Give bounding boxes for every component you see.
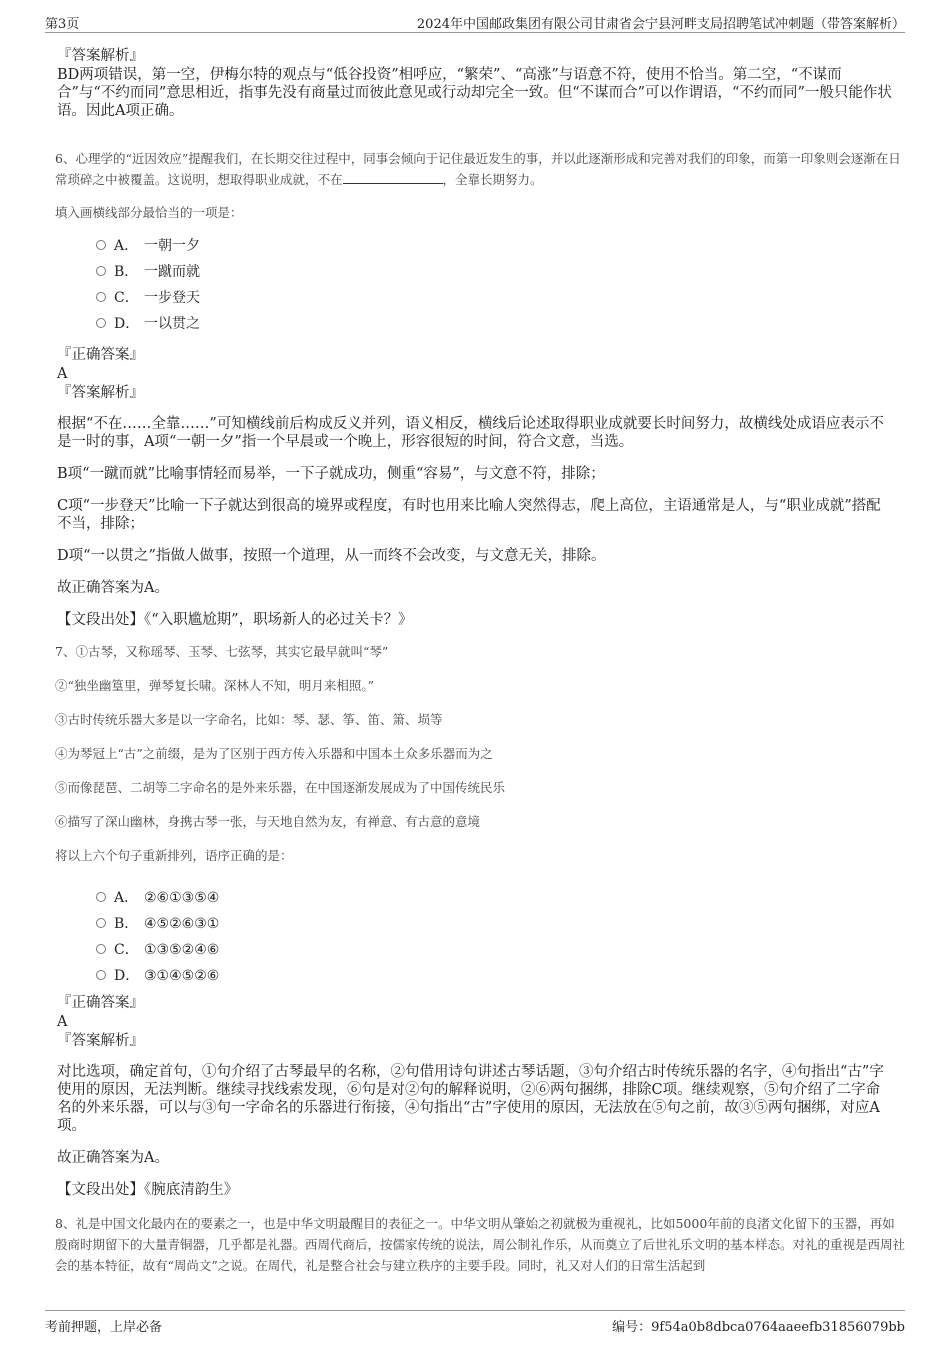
q6-option-d[interactable]: D． 一以贯之 [96, 311, 950, 337]
fill-blank [343, 171, 443, 184]
q7-source: 【文段出处】《腕底清韵生》 [57, 1182, 239, 1198]
q6-analysis-2: B项“一蹴而就”比喻事情轻而易举，一下子就成功，侧重“容易”，与文意不符，排除； [57, 466, 605, 482]
radio-icon[interactable] [96, 970, 106, 980]
q7-line-1: 7、①古琴，又称瑶琴、玉琴、七弦琴，其实它最早就叫“琴” [55, 644, 389, 659]
radio-icon[interactable] [96, 240, 106, 250]
q7-line-3: ③古时传统乐器大多是以一字命名，比如：琴、瑟、筝、笛、箫、埙等 [55, 712, 443, 727]
q7-line-6: ⑥描写了深山幽林，身携古琴一张，与天地自然为友，有禅意、有古意的意境 [55, 814, 481, 829]
q6-stem: 6、心理学的“近因效应”提醒我们，在长期交往过程中，同事会倾向于记住最近发生的事，并以此逐渐形成和完善对我们的印象，而第一印象则会逐渐在日常琐碎之中被覆盖。这说明，想取得职业成就，不在 ，全靠长期努力。 [55, 151, 901, 187]
q7-line-5: ⑤而像琵琶、二胡等二字命名的是外来乐器，在中国逐渐发展成为了中国传统民乐 [55, 780, 506, 795]
q7-line-2: ②“独坐幽篁里，弹琴复长啸。深林人不知，明月来相照。” [55, 678, 375, 693]
radio-icon[interactable] [96, 944, 106, 954]
q6-option-b[interactable]: B． 一蹴而就 [96, 259, 950, 285]
page-number: 第3页 [45, 17, 80, 32]
q7-conclusion: 故正确答案为A。 [57, 1150, 169, 1166]
q6-options [96, 233, 950, 337]
page-header [45, 10, 905, 33]
q7-answer: A [57, 1014, 68, 1030]
correct-answer-label: 『正确答案』 [57, 995, 144, 1011]
document-id: 编号：9f54a0b8dbca0764aaeefb31856079bb [612, 1320, 905, 1335]
q6-prompt: 填入画横线部分最恰当的一项是： [55, 205, 243, 220]
q5-analysis: BD两项错误，第一空，伊梅尔特的观点与“低谷投资”相呼应，“繁荣”、“高涨”与语意不符，使用不恰当。第二空，“不谋而合”与“不约而同”意思相近，指事先没有商量过而彼此意见或行动却完全一致。但“不谋而合”可以作谓语，“不约而同”一般只能作状语。因此A项正确。 [57, 67, 892, 119]
q6-option-c[interactable]: C． 一步登天 [96, 285, 950, 311]
radio-icon[interactable] [96, 892, 106, 902]
q7-option-a[interactable]: A． ②⑥①③⑤④ [96, 885, 950, 911]
analysis-label: 『答案解析』 [57, 1033, 144, 1049]
q6-analysis-3: C项“一步登天”比喻一下子就达到很高的境界或程度，有时也用来比喻人突然得志，爬上高位，主语通常是人，与“职业成就”搭配不当，排除； [57, 498, 881, 532]
q7-prompt: 将以上六个句子重新排列，语序正确的是： [55, 848, 293, 863]
correct-answer-label: 『正确答案』 [57, 347, 144, 363]
document-body [0, 40, 950, 1276]
q7-analysis: 对比选项，确定首句，①句介绍了古琴最早的名称，②句借用诗句讲述古琴话题，③句介绍古时传统乐器的名字，④句指出“古”字使用的原因，无法判断。继续寻找线索发现，⑥句是对②句的解释说明，②⑥两句捆绑，排除C项。继续观察，⑤句介绍了二字命名的外来乐器，可以与③句一字命名的乐器进行衔接，④句指出“古”字使用的原因，无法放在⑤句之前，故③⑤两句捆绑，对应A项。 [57, 1064, 884, 1134]
q6-conclusion: 故正确答案为A。 [57, 580, 169, 596]
q6-answer: A [57, 366, 68, 382]
analysis-label: 『答案解析』 [57, 48, 144, 64]
q7-option-b[interactable]: B． ④⑤②⑥③① [96, 911, 950, 937]
page-footer [45, 1310, 905, 1337]
q7-option-d[interactable]: D． ③①④⑤②⑥ [96, 963, 950, 989]
footer-slogan: 考前押题，上岸必备 [45, 1320, 163, 1335]
q7-option-c[interactable]: C． ①③⑤②④⑥ [96, 937, 950, 963]
q7-line-4: ④为琴冠上“古”之前缀，是为了区别于西方传入乐器和中国本土众多乐器而为之 [55, 746, 493, 761]
radio-icon[interactable] [96, 292, 106, 302]
radio-icon[interactable] [96, 318, 106, 328]
q6-option-a[interactable]: A． 一朝一夕 [96, 233, 950, 259]
document-title: 2024年中国邮政集团有限公司甘肃省会宁县河畔支局招聘笔试冲刺题（带答案解析） [416, 17, 905, 32]
radio-icon[interactable] [96, 266, 106, 276]
q6-analysis-4: D项“一以贯之”指做人做事，按照一个道理，从一而终不会改变，与文意无关，排除。 [57, 548, 606, 564]
radio-icon[interactable] [96, 918, 106, 928]
q6-source: 【文段出处】《“入职尴尬期”，职场新人的必过关卡？》 [57, 612, 413, 628]
q8-stem: 8、礼是中国文化最内在的要素之一，也是中华文明最醒目的表征之一。中华文明从肇始之初就极为重视礼，比如5000年前的良渚文化留下的玉器，再如殷商时期留下的大量青铜器，几乎都是礼器。西周代商后，按儒家传统的说法，周公制礼作乐，从而奠立了后世礼乐文明的基本样态。对礼的重视是西周社会的基本特征，故有“周尚文”之说。在周代，礼是整合社会与建立秩序的主要手段。同时，礼又对人们的日常生活起到 [55, 1216, 906, 1273]
q6-analysis-1: 根据“不在……全靠……”可知横线前后构成反义并列，语义相反，横线后论述取得职业成就要长时间努力，故横线处成语应表示不是一时的事，A项“一朝一夕”指一个早晨或一个晚上，形容很短的时间，符合文意，当选。 [57, 416, 884, 450]
analysis-label: 『答案解析』 [57, 385, 144, 401]
q7-options [96, 885, 950, 989]
